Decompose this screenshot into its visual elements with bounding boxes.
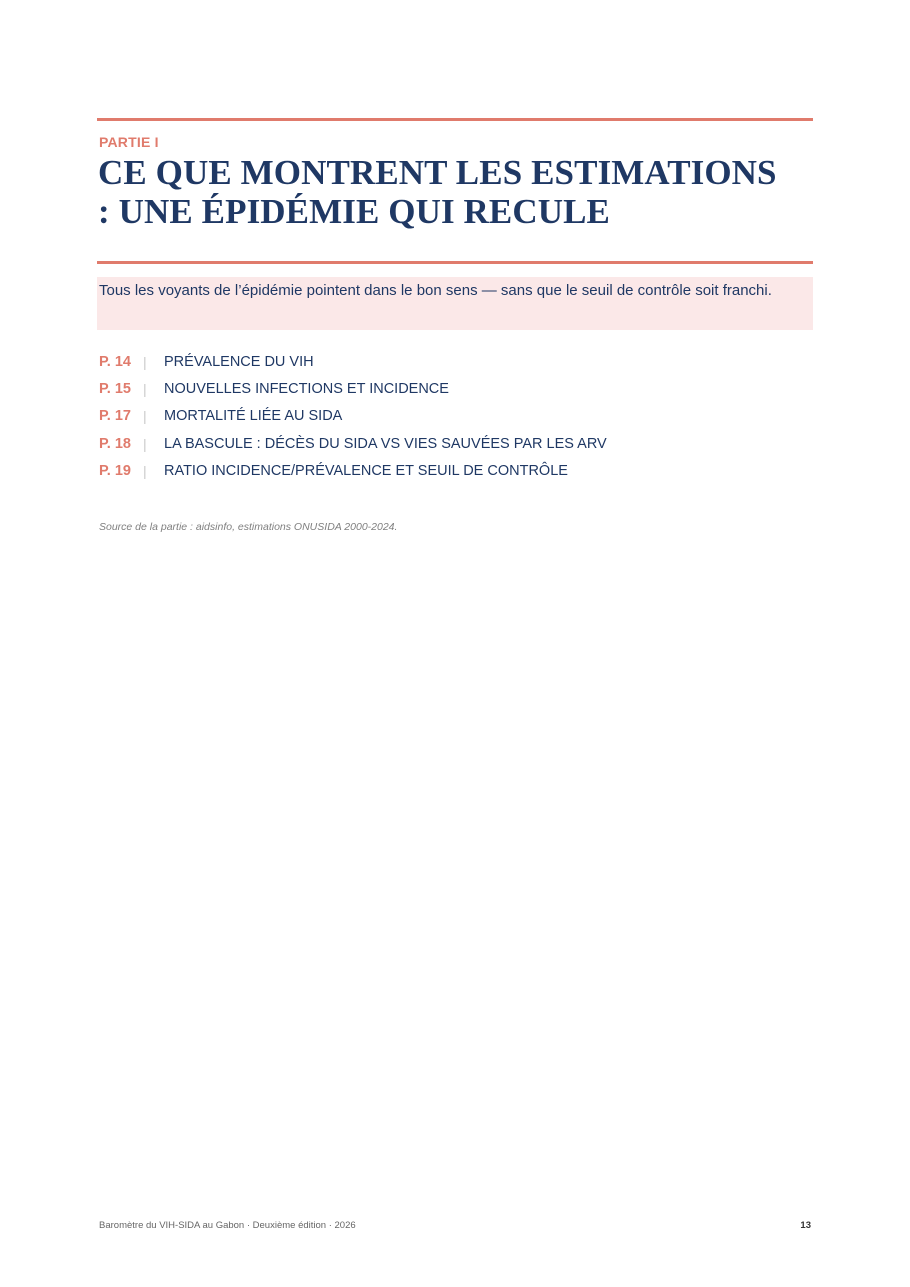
- toc-separator: |: [143, 353, 147, 370]
- toc-label: MORTALITÉ LIÉE AU SIDA: [164, 408, 343, 425]
- toc-label: LA BASCULE : DÉCÈS DU SIDA VS VIES SAUVÉES PAR LES ARV: [164, 435, 607, 452]
- part-label: PARTIE I: [99, 134, 159, 150]
- toc-page-number: P. 19: [99, 463, 131, 480]
- toc-label: NOUVELLES INFECTIONS ET INCIDENCE: [164, 381, 449, 398]
- toc-page-number: P. 15: [99, 381, 131, 398]
- part-title-line-1: CE QUE MONTRENT LES ESTIMATIONS: [98, 153, 777, 192]
- toc-page-number: P. 18: [99, 435, 131, 452]
- lead-box: [97, 277, 813, 330]
- toc-separator: |: [143, 463, 147, 480]
- toc-label: RATIO INCIDENCE/PRÉVALENCE ET SEUIL DE CONTRÔLE: [164, 463, 568, 480]
- toc-label: PRÉVALENCE DU VIH: [164, 353, 314, 370]
- document-page: [97, 0, 813, 1287]
- part-title: [98, 153, 814, 231]
- bottom-divider: [97, 261, 813, 264]
- table-of-contents: [99, 348, 799, 485]
- top-divider: [97, 118, 813, 121]
- toc-item[interactable]: [99, 430, 799, 457]
- lead-text: Tous les voyants de l’épidémie pointent dans le bon sens — sans que le seuil de contrôle soit franchi.: [99, 282, 772, 299]
- part-title-line-2: : UNE ÉPIDÉMIE QUI RECULE: [98, 192, 610, 231]
- source-note: Source de la partie : aidsinfo, estimations ONUSIDA 2000-2024.: [99, 521, 398, 533]
- toc-separator: |: [143, 381, 147, 398]
- toc-item[interactable]: [99, 458, 799, 485]
- toc-item[interactable]: [99, 348, 799, 375]
- footer-page-number: 13: [800, 1220, 811, 1231]
- toc-item[interactable]: [99, 403, 799, 430]
- toc-page-number: P. 17: [99, 408, 131, 425]
- toc-separator: |: [143, 435, 147, 452]
- toc-page-number: P. 14: [99, 353, 131, 370]
- toc-separator: |: [143, 408, 147, 425]
- toc-item[interactable]: [99, 375, 799, 402]
- footer-publication-title: Baromètre du VIH-SIDA au Gabon · Deuxième édition · 2026: [99, 1220, 356, 1231]
